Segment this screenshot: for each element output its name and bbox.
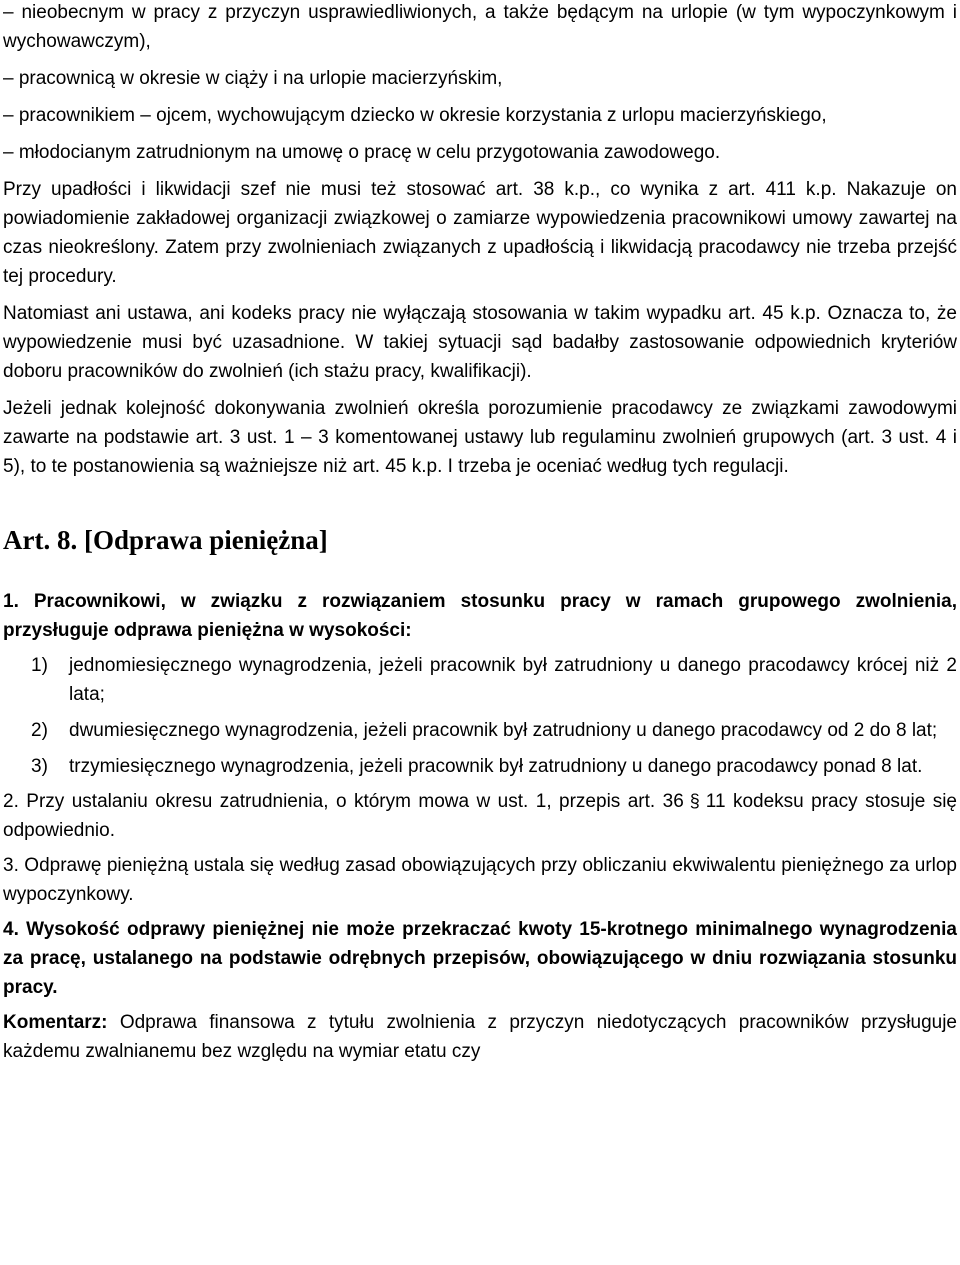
article-point-2	[3, 787, 957, 845]
paragraph: Jeżeli jednak kolejność dokonywania zwolnień określa porozumienie pracodawcy ze związkami zawodowymi zawarte na podstawie art. 3 ust. 1 – 3 komentowanej ustawy lub regulaminu zwolnień grupowych (art. 3 ust. 4 i 5), to te postanowienia są ważniejsze niż art. 45 k.p. I trzeba je oceniać według tych regulacji.	[3, 398, 957, 477]
list-item-text: jednomiesięcznego wynagrodzenia, jeżeli pracownik był zatrudniony u danego pracodawcy krócej niż 2 lata;	[69, 655, 957, 705]
commentary-text: Odprawa finansowa z tytułu zwolnienia z przyczyn niedotyczących pracowników przysługuje każdemu zwalnianemu bez względu na wymiar etatu czy	[3, 1012, 957, 1062]
list-item-number: 3)	[31, 756, 48, 777]
list-item-text: trzymiesięcznego wynagrodzenia, jeżeli pracownik był zatrudniony u danego pracodawcy ponad 8 lat.	[69, 756, 923, 777]
commentary	[3, 1008, 957, 1066]
list-item	[3, 716, 957, 745]
list-item: – młodocianym zatrudnionym na umowę o pracę w celu przygotowania zawodowego.	[3, 142, 721, 163]
article-point-3: 3. Odprawę pieniężną ustala się według zasad obowiązujących przy obliczaniu ekwiwalentu pieniężnego za urlop wypoczynkowy.	[3, 855, 957, 905]
article-point-1: 1. Pracownikowi, w związku z rozwiązaniem stosunku pracy w ramach grupowego zwolnienia, przysługuje odprawa pieniężna w wysokości:	[3, 591, 957, 641]
point-2-text-end: 11 kodeksu pracy stosuje się odpowiednio.	[3, 791, 957, 841]
article-heading: Art. 8. [Odprawa pieniężna]	[3, 525, 328, 555]
list-item	[3, 651, 957, 709]
section-sign: §	[689, 791, 700, 811]
point-2-text: 2. Przy ustalaniu okresu zatrudnienia, o którym mowa w ust. 1, przepis art. 36	[3, 791, 684, 812]
list-item: – nieobecnym w pracy z przyczyn usprawiedliwionych, a także będącym na urlopie (w tym wypoczynkowym i wychowawczym),	[3, 2, 957, 52]
list-item-number: 1)	[31, 655, 48, 676]
list-item: – pracownicą w okresie w ciąży i na urlopie macierzyńskim,	[3, 68, 503, 89]
list-item-text: dwumiesięcznego wynagrodzenia, jeżeli pracownik był zatrudniony u danego pracodawcy od 2 do 8 lat;	[69, 720, 938, 741]
article-point-4: 4. Wysokość odprawy pieniężnej nie może przekraczać kwoty 15-krotnego minimalnego wynagrodzenia za pracę, ustalanego na podstawie odrębnych przepisów, obowiązującego w dniu rozwiązania stosunku pracy.	[3, 919, 957, 998]
paragraph: Natomiast ani ustawa, ani kodeks pracy nie wyłączają stosowania w takim wypadku art. 45 k.p. Oznacza to, że wypowiedzenie musi być uzasadnione. W takiej sytuacji sąd badałby zastosowanie odpowiednich kryteriów doboru pracowników do zwolnień (ich stażu pracy, kwalifikacji).	[3, 303, 957, 382]
commentary-label: Komentarz:	[3, 1012, 108, 1033]
exclusion-list	[3, 0, 957, 167]
list-item-number: 2)	[31, 720, 48, 741]
paragraph: Przy upadłości i likwidacji szef nie musi też stosować art. 38 k.p., co wynika z art. 411 k.p. Nakazuje on powiadomienie zakładowej organizacji związkowej o zamiarze wypowiedzenia pracownikowi umowy zawartej na czas nieokreślony. Zatem przy zwolnieniach związanych z upadłością i likwidacją pracodawcy nie trzeba przejść tej procedury.	[3, 179, 957, 287]
list-item	[3, 752, 957, 781]
list-item: – pracownikiem – ojcem, wychowującym dziecko w okresie korzystania z urlopu macierzyńskiego,	[3, 105, 827, 126]
